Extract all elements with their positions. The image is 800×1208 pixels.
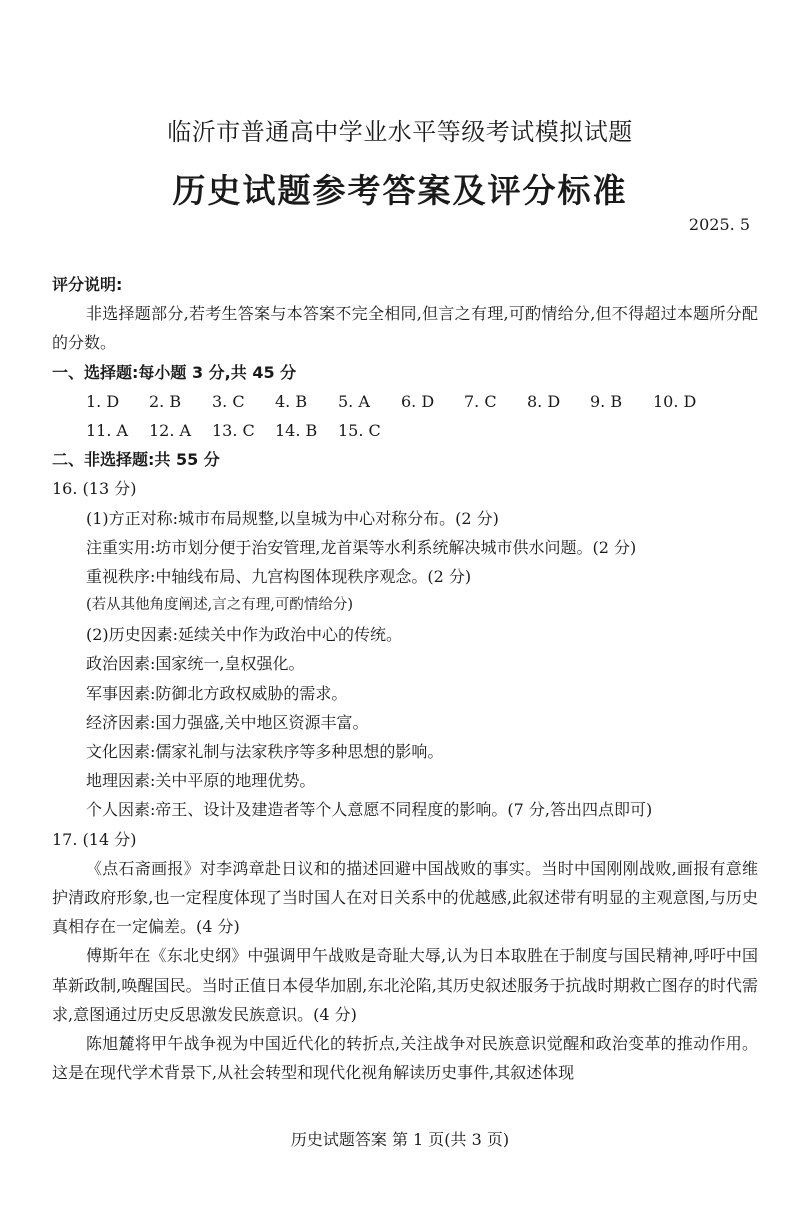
answer-row-2	[52, 416, 758, 445]
answer-item: 4. B	[275, 391, 308, 411]
document-title: 历史试题参考答案及评分标准	[172, 171, 628, 210]
q16-line: 地理因素:关中平原的地理优势。	[86, 771, 316, 791]
q17-paragraph: 傅斯年在《东北史纲》中强调甲午战败是奇耻大辱,认为日本取胜在于制度与国民精神,呼吁中国革新政制,唤醒国民。当时正值日本侵华加剧,东北沦陷,其历史叙述服务于抗战时期救亡图存的时代需求,意图通过历史反思激发民族意识。(4 分)	[52, 946, 758, 1024]
answer-row-1	[52, 387, 758, 416]
answer-item: 12. A	[149, 420, 192, 440]
section2-heading: 二、非选择题:共 55 分	[52, 450, 220, 470]
q16-note: (若从其他角度阐述,言之有理,可酌情给分)	[86, 597, 354, 614]
exam-title: 临沂市普通高中学业水平等级考试模拟试题	[167, 118, 633, 146]
q16-line: (2)历史因素:延续关中作为政治中心的传统。	[86, 625, 403, 645]
answer-item: 2. B	[149, 391, 182, 411]
page-footer: 历史试题答案 第 1 页(共 3 页)	[290, 1130, 510, 1149]
answer-item: 14. B	[275, 420, 318, 440]
answer-item: 15. C	[338, 420, 381, 440]
answer-item: 5. A	[338, 391, 370, 411]
answer-item: 7. C	[464, 391, 497, 411]
answer-item: 11. A	[86, 420, 129, 440]
q16-line: 注重实用:坊市划分便于治安管理,龙首渠等水利系统解决城市供水问题。(2 分)	[86, 537, 637, 557]
document-date: 2025. 5	[688, 215, 750, 234]
answer-item: 9. B	[590, 391, 623, 411]
q16-line: 经济因素:国力强盛,关中地区资源丰富。	[86, 712, 369, 732]
q17-paragraph: 陈旭麓将甲午战争视为中国近代化的转折点,关注战争对民族意识觉醒和政治变革的推动作用。这是在现代学术背景下,从社会转型和现代化视角解读历史事件,其叙述体现	[52, 1034, 758, 1083]
answer-item: 1. D	[86, 391, 120, 411]
scoring-note-text: 非选择题部分,若考生答案与本答案不完全相同,但言之有理,可酌情给分,但不得超过本题所分配的分数。	[52, 304, 758, 353]
answer-item: 13. C	[212, 420, 255, 440]
document-body	[52, 270, 758, 1087]
q16-line: (1)方正对称:城市布局规整,以皇城为中心对称分布。(2 分)	[86, 508, 499, 528]
q16-label: 16. (13 分)	[52, 479, 137, 499]
answer-item: 8. D	[527, 391, 561, 411]
answer-item: 3. C	[212, 391, 245, 411]
section1-heading: 一、选择题:每小题 3 分,共 45 分	[52, 362, 297, 382]
answer-item: 6. D	[401, 391, 435, 411]
scoring-note-heading: 评分说明:	[52, 275, 123, 294]
answer-item: 10. D	[653, 391, 697, 411]
q17-paragraph: 《点石斋画报》对李鸿章赴日议和的描述回避中国战败的事实。当时中国刚刚战败,画报有意维护清政府形象,也一定程度体现了当时国人在对日关系中的优越感,此叙述带有明显的主观意图,与历史真相存在一定偏差。(4 分)	[52, 858, 758, 937]
q16-line: 军事因素:防御北方政权威胁的需求。	[86, 683, 348, 703]
q16-line: 文化因素:儒家礼制与法家秩序等多种思想的影响。	[86, 742, 444, 762]
q16-line: 政治因素:国家统一,皇权强化。	[86, 654, 305, 674]
q16-line: 重视秩序:中轴线布局、九宫构图体现秩序观念。(2 分)	[86, 566, 472, 586]
q17-label: 17. (14 分)	[52, 829, 137, 849]
q16-line: 个人因素:帝王、设计及建造者等个人意愿不同程度的影响。(7 分,答出四点即可)	[86, 800, 653, 820]
